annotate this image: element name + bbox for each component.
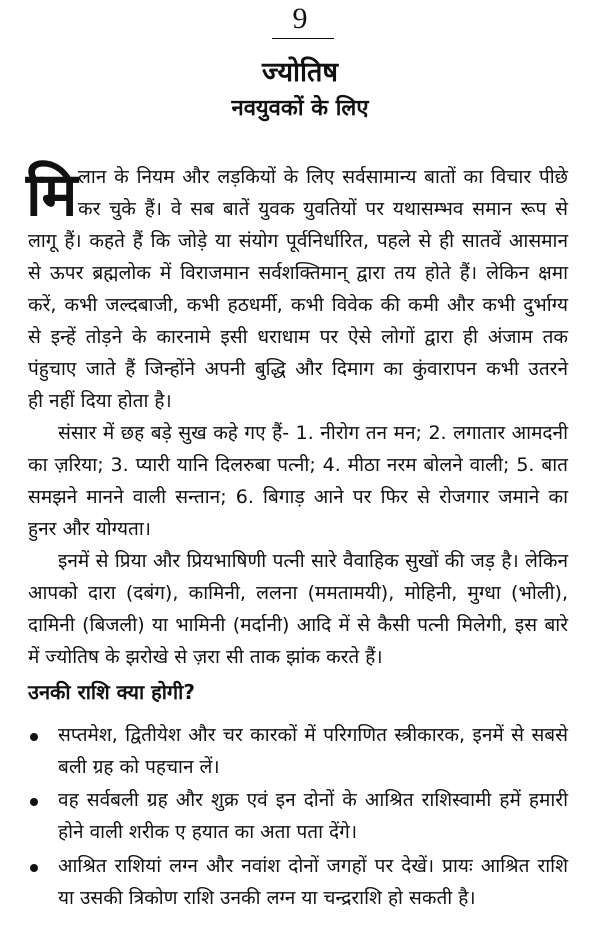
chapter-subtitle: नवयुवकों के लिए: [231, 96, 369, 121]
paragraph-line: से ऊपर ब्रह्मलोक में विराजमान सर्वशक्तिमान् द्वारा तय होते हैं। लेकिन क्षमा: [28, 262, 568, 284]
paragraph-line: आपको दारा (दबंग), कामिनी, ललना (ममतामयी), मोहिनी, मुग्धा (भोली),: [28, 582, 568, 604]
bullet-line: सप्तमेश, द्वितीयेश और चर कारकों में परिगणित स्त्रीकारक, इनमें से सबसे: [58, 724, 568, 746]
paragraph-line: लागू हैं। कहते हैं कि जोड़े या संयोग पूर्वनिर्धारित, पहले से ही सातवें आसमान: [28, 230, 568, 252]
chapter-title: ज्योतिष: [261, 57, 339, 88]
bullet-icon: [30, 798, 38, 806]
paragraph-line: दामिनी (बिजली) या भामिनी (मर्दानी) आदि में से कैसी पत्नी मिलेगी, इस बारे: [28, 614, 568, 636]
paragraph-line: कर चुके हैं। वे सब बातें युवक युवतियों पर यथासम्भव समान रूप से: [78, 198, 568, 220]
bullet-line: होने वाली शरीक ए हयात का अता पता देंगे।: [58, 821, 358, 843]
paragraph-line: समझने मानने वाली सन्तान; 6. बिगाड़ आने पर फिर से रोजगार जमाने का: [28, 486, 568, 508]
bullet-line: वह सर्वबली ग्रह और शुक्र एवं इन दोनों के आश्रित राशिस्वामी हमें हमारी: [58, 789, 568, 811]
drop-cap: मि: [26, 160, 78, 230]
paragraph-line: इनमें से प्रिया और प्रियभाषिणी पत्नी सारे वैवाहिक सुखों की जड़ है। लेकिन: [58, 550, 568, 572]
paragraph-line: लान के नियम और लड़कियों के लिए सर्वसामान्य बातों का विचार पीछे: [78, 166, 568, 188]
section-heading: उनकी राशि क्या होगी?: [28, 680, 195, 704]
bullet-line: या उसकी त्रिकोण राशि उनकी लग्न या चन्द्रराशि हो सकती है।: [58, 887, 476, 909]
paragraph-line: का ज़रिया; 3. प्यारी यानि दिलरुबा पत्नी; 4. मीठा नरम बोलने वाली; 5. बात: [28, 454, 568, 476]
paragraph-line: ही नहीं दिया होता है।: [28, 390, 172, 412]
bullet-icon: [30, 864, 38, 872]
paragraph-line: संसार में छह बड़े सुख कहे गए हैं- 1. नीरोग तन मन; 2. लगातार आमदनी: [58, 422, 568, 444]
paragraph-line: पंहुचाए जाते हैं जिन्होंने अपनी बुद्धि और दिमाग का कुंवारापन कभी उतरने: [28, 358, 568, 380]
bullet-line: आश्रित राशियां लग्न और नवांश दोनों जगहों पर देखें। प्रायः आश्रित राशि: [58, 855, 568, 877]
paragraph-line: करें, कभी जल्दबाजी, कभी हठधर्मी, कभी विवेक की कमी और कभी दुर्भाग्य: [28, 294, 568, 316]
bullet-icon: [30, 733, 38, 741]
paragraph-line: हुनर और योग्यता।: [28, 518, 151, 540]
paragraph-line: से इन्हें तोड़ने के कारनामे इसी धराधाम पर ऐसे लोगों द्वारा ही अंजाम तक: [28, 326, 568, 348]
page-number-underline: [272, 38, 334, 39]
page-number: 9: [292, 2, 308, 35]
paragraph-line: में ज्योतिष के झरोखे से ज़रा सी ताक झांक करते हैं।: [28, 646, 383, 668]
bullet-line: बली ग्रह को पहचान लें।: [58, 756, 220, 778]
